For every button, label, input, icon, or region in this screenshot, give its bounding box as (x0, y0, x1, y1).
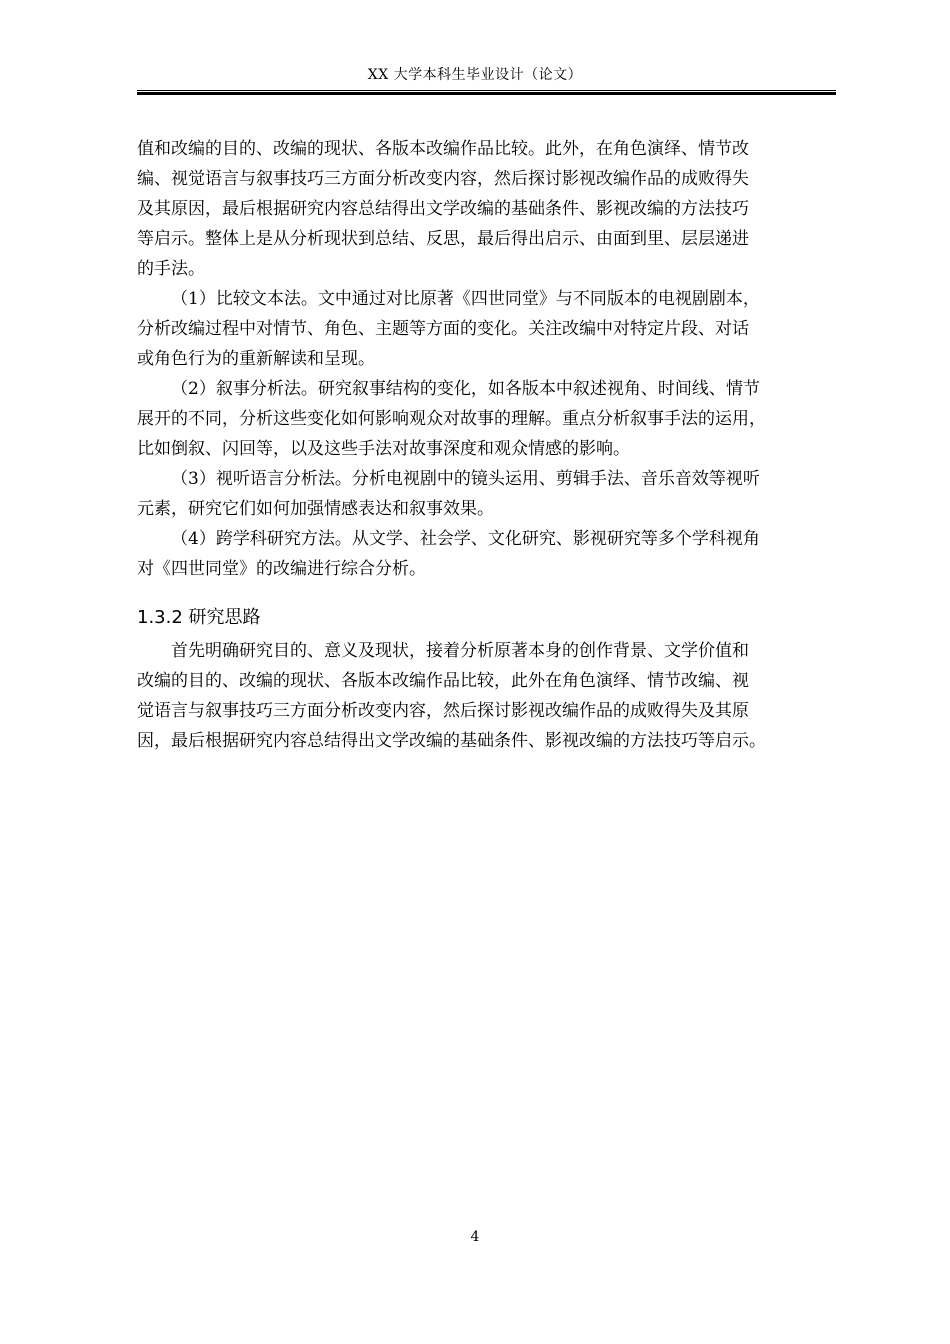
paragraph-method-2 (137, 374, 857, 464)
text-line: 对《四世同堂》的改编进行综合分析。 (137, 559, 426, 579)
body-text-bottom (137, 636, 857, 756)
text-line: 值和改编的目的、改编的现状、各版本改编作品比较。此外，在角色演绎、情节改 (137, 139, 749, 159)
header-title: XX 大学本科生毕业设计（论文） (367, 67, 583, 83)
text-line: 觉语言与叙事技巧三方面分析改变内容，然后探讨影视改编作品的成败得失及其原 (137, 701, 749, 721)
text-line: 展开的不同，分析这些变化如何影响观众对故事的理解。重点分析叙事手法的运用， (137, 409, 766, 429)
text-line: 元素，研究它们如何加强情感表达和叙事效果。 (137, 499, 494, 519)
paragraph-research-approach (137, 636, 857, 756)
paragraph-intro-continued (137, 134, 857, 284)
text-line: （3）视听语言分析法。分析电视剧中的镜头运用、剪辑手法、音乐音效等视听 (171, 469, 760, 489)
paragraph-method-3 (137, 464, 857, 524)
text-line: 首先明确研究目的、意义及现状，接着分析原著本身的创作背景、文学价值和 (171, 641, 749, 661)
header-rule-thick (137, 92, 836, 95)
text-line: 改编的目的、改编的现状、各版本改编作品比较，此外在角色演绎、情节改编、视 (137, 671, 749, 691)
text-line: 比如倒叙、闪回等，以及这些手法对故事深度和观众情感的影响。 (137, 439, 630, 459)
text-line: 编、视觉语言与叙事技巧三方面分析改变内容，然后探讨影视改编作品的成败得失 (137, 169, 749, 189)
paragraph-method-4 (137, 524, 857, 584)
text-line: （1）比较文本法。文中通过对比原著《四世同堂》与不同版本的电视剧剧本， (171, 289, 760, 309)
text-line: 的手法。 (137, 259, 205, 279)
text-line: （2）叙事分析法。研究叙事结构的变化，如各版本中叙述视角、时间线、情节 (171, 379, 760, 399)
body-text-top (137, 134, 857, 584)
section-heading: 1.3.2 研究思路 (137, 607, 261, 628)
text-line: 及其原因，最后根据研究内容总结得出文学改编的基础条件、影视改编的方法技巧 (137, 199, 749, 219)
text-line: 或角色行为的重新解读和呈现。 (137, 349, 375, 369)
text-line: 等启示。整体上是从分析现状到总结、反思，最后得出启示、由面到里、层层递进 (137, 229, 749, 249)
text-line: （4）跨学科研究方法。从文学、社会学、文化研究、影视研究等多个学科视角 (171, 529, 760, 549)
page-number: 4 (470, 1229, 480, 1245)
text-line: 因，最后根据研究内容总结得出文学改编的基础条件、影视改编的方法技巧等启示。 (137, 731, 766, 751)
paragraph-method-1 (137, 284, 857, 374)
header-rule-thin (137, 90, 836, 91)
text-line: 分析改编过程中对情节、角色、主题等方面的变化。关注改编中对特定片段、对话 (137, 319, 749, 339)
